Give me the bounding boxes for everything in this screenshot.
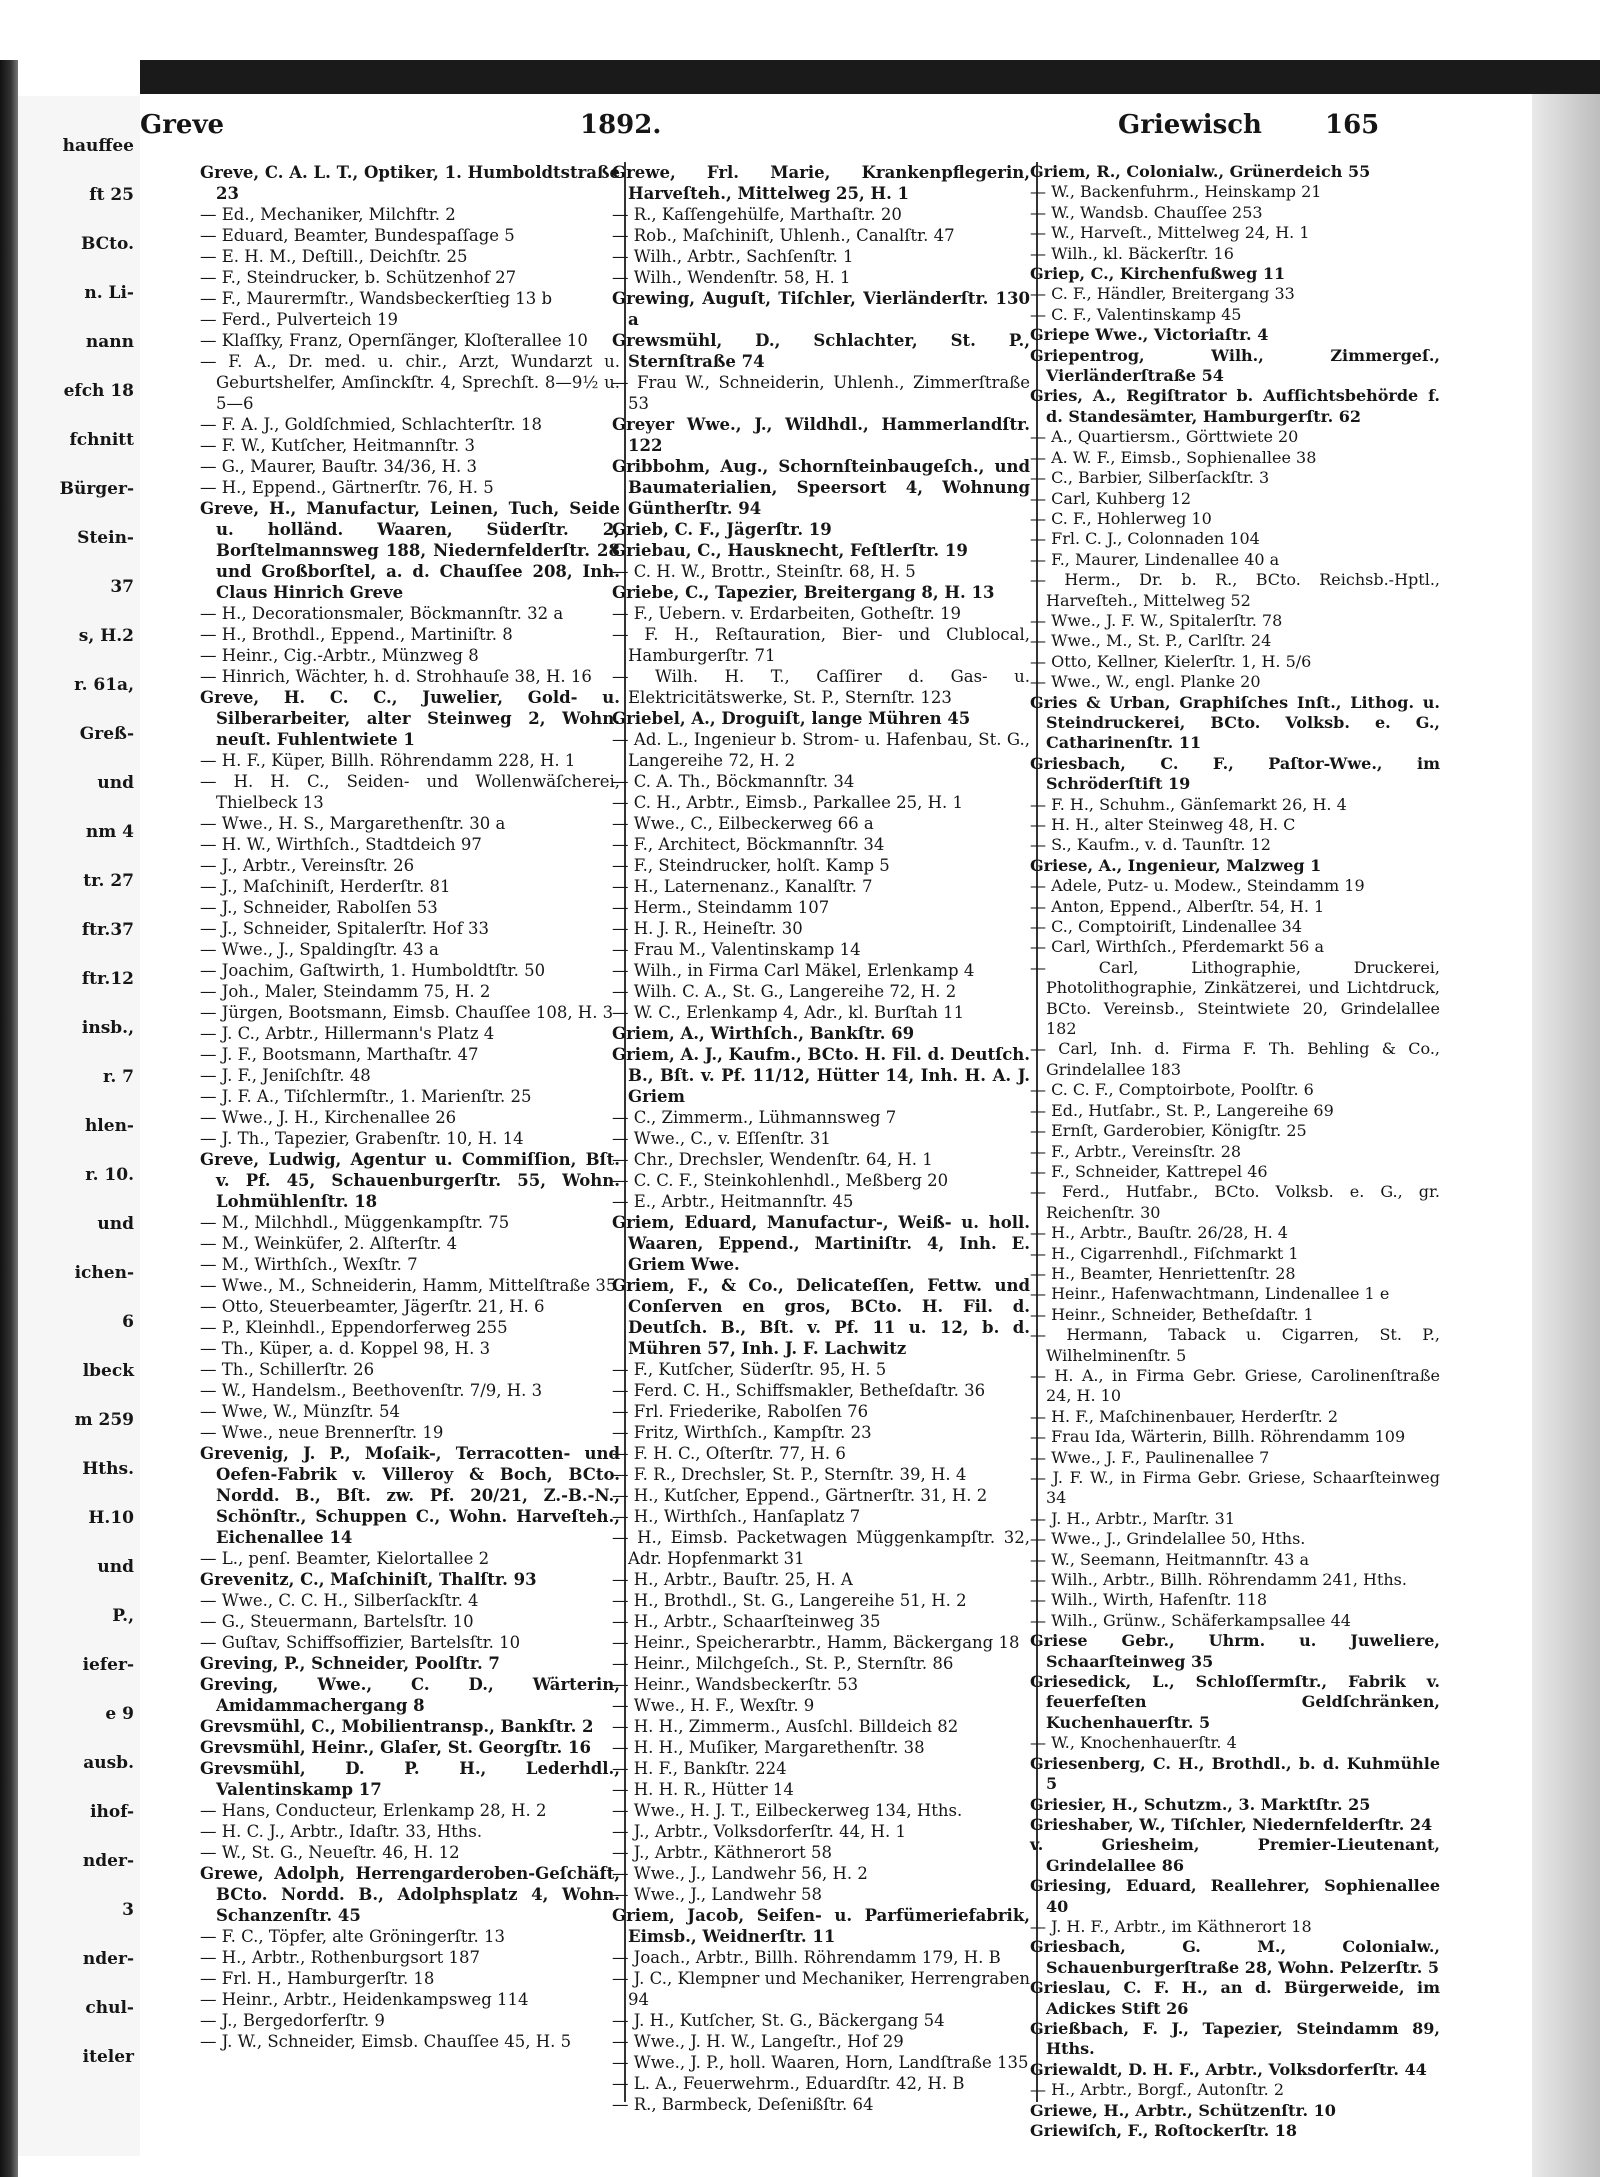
directory-entry: — F., Architect, Böckmannſtr. 34 bbox=[612, 835, 885, 854]
directory-entry: Griem, Eduard, Manufactur-, Weiß- u. holl. Waaren, Eppend., Martiniſtr. 4, Inh. E. Griem Wwe. bbox=[612, 1213, 1030, 1274]
directory-entry: — Heinr., Arbtr., Heidenkampsweg 114 bbox=[200, 1990, 529, 2009]
directory-entry: Greve, C. A. L. T., Optiker, 1. Humboldtstraße 23 bbox=[200, 163, 620, 203]
directory-entry: Grevenig, J. P., Moſaik-, Terracotten- und Oefen-Fabrik v. Villeroy & Boch, BCto. Nordd. B., Bſt. zw. Pf. 20/21, Z.-B.-N., Schönſtr., Schuppen C., Wohn. Harveſteh., Eichenallee 14 bbox=[200, 1444, 620, 1547]
directory-entry: — M., Wirthſch., Wexſtr. 7 bbox=[200, 1255, 418, 1274]
directory-entry: — F., Kutſcher, Süderſtr. 95, H. 5 bbox=[612, 1360, 887, 1379]
directory-entry: — H., Arbtr., Bauſtr. 25, H. A bbox=[612, 1570, 853, 1589]
directory-entry: — J. C., Arbtr., Hillermann's Platz 4 bbox=[200, 1024, 495, 1043]
directory-entry: — H., Wirthſch., Hanſaplatz 7 bbox=[612, 1507, 861, 1526]
directory-entry: Griepe Wwe., Victoriaſtr. 4 bbox=[1030, 325, 1269, 345]
fragment-text: iefer- bbox=[82, 1655, 134, 1675]
directory-entry: Greving, P., Schneider, Poolſtr. 7 bbox=[200, 1654, 500, 1673]
directory-entry: Grevsmühl, Heinr., Glaſer, St. Georgſtr. 16 bbox=[200, 1738, 591, 1757]
directory-entry: — H., Eimsb. Packetwagen Müggenkampſtr. 32, Adr. Hopfenmarkt 31 bbox=[612, 1528, 1030, 1568]
fragment-text: Stein- bbox=[77, 528, 134, 548]
page-header bbox=[80, 110, 1380, 150]
directory-entry: — Ferd., Pulverteich 19 bbox=[200, 310, 398, 329]
fragment-text: insb., bbox=[81, 1018, 134, 1038]
fragment-text: m 259 bbox=[74, 1410, 134, 1430]
directory-entry: — Joach., Arbtr., Billh. Röhrendamm 179, H. B bbox=[612, 1948, 1001, 1967]
fragment-text: 3 bbox=[122, 1900, 134, 1920]
directory-entry: — Herm., Steindamm 107 bbox=[612, 898, 830, 917]
directory-entry: — Wilh., Wirth, Hafenſtr. 118 bbox=[1030, 1590, 1268, 1610]
directory-entry: — Th., Küper, a. d. Koppel 98, H. 3 bbox=[200, 1339, 491, 1358]
directory-entry: — H. A., in Firma Gebr. Griese, Carolinenſtraße 24, H. 10 bbox=[1030, 1365, 1440, 1406]
fragment-text: ftr.12 bbox=[81, 969, 134, 989]
directory-entry: — F. H., Schuhm., Gänſemarkt 26, H. 4 bbox=[1030, 794, 1347, 814]
directory-entry: — C. C. F., Steinkohlenhdl., Meßberg 20 bbox=[612, 1171, 949, 1190]
directory-entry: Grewsmühl, D., Schlachter, St. P., Sternſtraße 74 bbox=[612, 331, 1030, 371]
directory-entry: Griebau, C., Hausknecht, Feſtlerſtr. 19 bbox=[612, 541, 968, 560]
directory-entry: — Klaſſky, Franz, Opernſänger, Kloſterallee 10 bbox=[200, 331, 588, 350]
directory-entry: — Wwe., C. C. H., Silberſackſtr. 4 bbox=[200, 1591, 479, 1610]
directory-entry: — W., Wandsb. Chauſſee 253 bbox=[1030, 202, 1263, 222]
fragment-text: efch 18 bbox=[63, 381, 134, 401]
directory-entry: — Adele, Putz- u. Modew., Steindamm 19 bbox=[1030, 876, 1365, 896]
directory-entry: Griesedick, L., Schloſſermſtr., Fabrik v. feuerfeſten Geldſchränken, Kuchenhauerſtr. 5 bbox=[1030, 1672, 1440, 1732]
directory-entry: — Frau Ida, Wärterin, Billh. Röhrendamm 109 bbox=[1030, 1427, 1406, 1447]
directory-entry: — C., Zimmerm., Lühmannsweg 7 bbox=[612, 1108, 897, 1127]
directory-entry: — Wwe., J. P., holl. Waaren, Horn, Landſtraße 135 bbox=[612, 2053, 1029, 2072]
directory-entry: — C., Comptoiriſt, Lindenallee 34 bbox=[1030, 917, 1302, 937]
directory-entry: — H., Eppend., Gärtnerſtr. 76, H. 5 bbox=[200, 478, 494, 497]
directory-entry: — H., Arbtr., Bauſtr. 26/28, H. 4 bbox=[1030, 1223, 1288, 1243]
directory-entry: — F. W., Kutſcher, Heitmannſtr. 3 bbox=[200, 436, 476, 455]
directory-entry: — H. J. R., Heineſtr. 30 bbox=[612, 919, 803, 938]
header-left-word: Greve bbox=[140, 110, 225, 140]
directory-entry: — J. Th., Tapezier, Grabenſtr. 10, H. 14 bbox=[200, 1129, 524, 1148]
directory-entry: — Frl. H., Hamburgerſtr. 18 bbox=[200, 1969, 435, 1988]
directory-entry: Griesier, H., Schutzm., 3. Marktſtr. 25 bbox=[1030, 1794, 1371, 1814]
directory-entry: Greving, Wwe., C. D., Wärterin, Amidammachergang 8 bbox=[200, 1675, 620, 1715]
directory-entry: — C. F., Valentinskamp 45 bbox=[1030, 304, 1242, 324]
directory-entry: — Ferd. C. H., Schiffsmakler, Betheſdaſtr. 36 bbox=[612, 1381, 986, 1400]
fragment-text: nm 4 bbox=[85, 822, 134, 842]
directory-entry: — J. C., Klempner und Mechaniker, Herrengraben 94 bbox=[612, 1969, 1030, 2009]
fragment-text: chul- bbox=[85, 1998, 134, 2018]
directory-entry: — F., Maurermſtr., Wandsbeckerſtieg 13 b bbox=[200, 289, 553, 308]
fragment-text: hauffee bbox=[62, 136, 134, 156]
directory-entry: — Hans, Conducteur, Erlenkamp 28, H. 2 bbox=[200, 1801, 547, 1820]
directory-entry: Griese Gebr., Uhrm. u. Juweliere, Schaarſteinweg 35 bbox=[1030, 1631, 1440, 1671]
directory-entry: — Wilh., Arbtr., Billh. Röhrendamm 241, Hths. bbox=[1030, 1570, 1407, 1590]
fragment-text: nann bbox=[85, 332, 134, 352]
directory-entry: Grewing, Auguſt, Tiſchler, Vierländerſtr. 130 a bbox=[612, 289, 1030, 329]
fragment-text: n. Li- bbox=[84, 283, 134, 303]
directory-entry: — Wwe., J., Landwehr 58 bbox=[612, 1885, 823, 1904]
directory-entry: — A., Quartiersm., Görttwiete 20 bbox=[1030, 427, 1299, 447]
directory-entry: — W., Harveſt., Mittelweg 24, H. 1 bbox=[1030, 223, 1310, 243]
directory-entry: — Guſtav, Schiffsoffizier, Bartelsſtr. 10 bbox=[200, 1633, 521, 1652]
directory-entry: — Wwe., J., Spaldingſtr. 43 a bbox=[200, 940, 439, 959]
directory-entry: — Carl, Wirthſch., Pferdemarkt 56 a bbox=[1030, 937, 1324, 957]
directory-entry: — M., Weinküfer, 2. Alſterſtr. 4 bbox=[200, 1234, 458, 1253]
directory-entry: — R., Barmbeck, Deſenißſtr. 64 bbox=[612, 2095, 874, 2114]
fragment-text: 37 bbox=[110, 577, 134, 597]
fragment-text: und bbox=[97, 773, 134, 793]
directory-entry: — J. H. F., Arbtr., im Käthnerort 18 bbox=[1030, 1916, 1312, 1936]
directory-entry: — J., Arbtr., Volksdorferſtr. 44, H. 1 bbox=[612, 1822, 907, 1841]
facing-page-fragment bbox=[18, 96, 142, 2156]
directory-entry: — Wwe., H. S., Margarethenſtr. 30 a bbox=[200, 814, 506, 833]
directory-entry: — C., Barbier, Silberſackſtr. 3 bbox=[1030, 468, 1270, 488]
directory-entry: — Wilh. H. T., Caſſirer d. Gas- u. Elektricitätswerke, St. P., Sternſtr. 123 bbox=[612, 667, 1030, 707]
directory-entry: — J. F., Jeniſchſtr. 48 bbox=[200, 1066, 371, 1085]
directory-entry: — C. F., Händler, Breitergang 33 bbox=[1030, 284, 1295, 304]
directory-entry: — Wilh., kl. Bäckerſtr. 16 bbox=[1030, 243, 1234, 263]
directory-entry: — H. H., Muſiker, Margarethenſtr. 38 bbox=[612, 1738, 925, 1757]
directory-entry: — F., Steindrucker, b. Schützenhof 27 bbox=[200, 268, 517, 287]
fragment-text: 6 bbox=[122, 1312, 134, 1332]
directory-entry: — H. H., alter Steinweg 48, H. C bbox=[1030, 815, 1296, 834]
scan-top-border bbox=[140, 60, 1600, 94]
directory-entry: — F. H., Reſtauration, Bier- und Clublocal, Hamburgerſtr. 71 bbox=[612, 625, 1030, 665]
directory-entry: — A. W. F., Eimsb., Sophienallee 38 bbox=[1030, 447, 1317, 467]
directory-entry: — Ed., Mechaniker, Milchftr. 2 bbox=[200, 205, 456, 224]
directory-entry: — Frau M., Valentinskamp 14 bbox=[612, 940, 861, 959]
directory-entry: — Frl. Friederike, Rabolſen 76 bbox=[612, 1402, 869, 1421]
directory-entry: Griep, C., Kirchenfußweg 11 bbox=[1030, 264, 1286, 284]
directory-entry: — W., Handelsm., Beethovenſtr. 7/9, H. 3 bbox=[200, 1381, 543, 1400]
directory-entry: Grewe, Frl. Marie, Krankenpflegerin, Harveſteh., Mittelweg 25, H. 1 bbox=[612, 163, 1030, 203]
directory-entry: — Heinr., Wandsbeckerſtr. 53 bbox=[612, 1675, 859, 1694]
page-number: 165 bbox=[1325, 110, 1380, 140]
directory-entry: Griewaldt, D. H. F., Arbtr., Volksdorferſtr. 44 bbox=[1030, 2059, 1427, 2079]
fragment-text: P., bbox=[112, 1606, 134, 1626]
fragment-text: hlen- bbox=[84, 1116, 134, 1136]
directory-entry: Griem, A., Wirthſch., Bankſtr. 69 bbox=[612, 1024, 915, 1043]
directory-entry: Griese, A., Ingenieur, Malzweg 1 bbox=[1030, 855, 1322, 875]
directory-entry: Gries & Urban, Graphiſches Inſt., Lithog. u. Steindruckerei, BCto. Volksb. e. G., Catharinenſtr. 11 bbox=[1030, 692, 1440, 753]
directory-entry: — H., Laternenanz., Kanalſtr. 7 bbox=[612, 877, 873, 896]
directory-entry: Grevsmühl, D. P. H., Lederhdl., Valentinskamp 17 bbox=[200, 1759, 620, 1799]
directory-entry: — H., Arbtr., Schaarſteinweg 35 bbox=[612, 1612, 881, 1631]
fragment-text: nder- bbox=[82, 1851, 134, 1871]
directory-entry: — Th., Schillerſtr. 26 bbox=[200, 1360, 375, 1379]
directory-entry: Greve, H., Manufactur, Leinen, Tuch, Seide u. holländ. Waaren, Süderſtr. 2, Borſtelmannsweg 188, Niedernfelderſtr. 28 und Großborſtel, a. d. Chauſſee 208, Inh. Claus Hinrich Greve bbox=[200, 499, 620, 602]
directory-entry: Griem, Jacob, Seifen- u. Parfümeriefabrik, Eimsb., Weidnerſtr. 11 bbox=[612, 1906, 1030, 1946]
directory-entry: — J. F. A., Tiſchlermſtr., 1. Marienſtr. 25 bbox=[200, 1087, 532, 1106]
directory-entry: — Joh., Maler, Steindamm 75, H. 2 bbox=[200, 982, 491, 1001]
fragment-text: H.10 bbox=[88, 1508, 134, 1528]
directory-entry: — H., Kutſcher, Eppend., Gärtnerſtr. 31, H. 2 bbox=[612, 1486, 988, 1505]
directory-entry: — F. A., Dr. med. u. chir., Arzt, Wundarzt u. Geburtshelfer, Amſinckſtr. 4, Sprechſt. 8—9½ u. 5—6 bbox=[200, 352, 620, 413]
fragment-text: s, H.2 bbox=[78, 626, 134, 646]
directory-entry: — H. F., Maſchinenbauer, Herderſtr. 2 bbox=[1030, 1406, 1339, 1426]
directory-entry: Griem, R., Colonialw., Grünerdeich 55 bbox=[1030, 162, 1371, 181]
directory-entry: Griebe, C., Tapezier, Breitergang 8, H. 13 bbox=[612, 583, 995, 602]
directory-entry: — F., Steindrucker, holſt. Kamp 5 bbox=[612, 856, 890, 875]
directory-entry: — Ad. L., Ingenieur b. Strom- u. Hafenbau, St. G., Langereihe 72, H. 2 bbox=[612, 730, 1030, 770]
directory-entry: — H. H., Zimmerm., Ausſchl. Billdeich 82 bbox=[612, 1717, 959, 1736]
directory-entry: — F. C., Töpfer, alte Gröningerſtr. 13 bbox=[200, 1927, 505, 1946]
fragment-text: und bbox=[97, 1557, 134, 1577]
directory-entry: — C. C. F., Comptoirbote, Poolſtr. 6 bbox=[1030, 1080, 1314, 1100]
directory-entry: — Heinr., Cig.-Arbtr., Münzweg 8 bbox=[200, 646, 479, 665]
directory-entry: — Fritz, Wirthſch., Kampſtr. 23 bbox=[612, 1423, 872, 1442]
directory-entry: — Wwe., H. F., Wexſtr. 9 bbox=[612, 1696, 815, 1715]
directory-entry: — Joachim, Gaſtwirth, 1. Humboldtſtr. 50 bbox=[200, 961, 546, 980]
directory-entry: Griesenberg, C. H., Brothdl., b. d. Kuhmühle 5 bbox=[1030, 1753, 1440, 1794]
directory-entry: — J., Schneider, Rabolſen 53 bbox=[200, 898, 438, 917]
directory-entry: — S., Kaufm., v. d. Taunſtr. 12 bbox=[1030, 835, 1271, 855]
directory-entry: — Wilh., Wendenſtr. 58, H. 1 bbox=[612, 268, 851, 287]
directory-entry: — Hinrich, Wächter, h. d. Strohhauſe 38, H. 16 bbox=[200, 667, 592, 686]
directory-entry: Grevenitz, C., Maſchiniſt, Thalſtr. 93 bbox=[200, 1570, 537, 1589]
directory-entry: — R., Kaſſengehülfe, Marthaſtr. 20 bbox=[612, 205, 902, 224]
directory-entry: — F. R., Drechsler, St. P., Sternſtr. 39, H. 4 bbox=[612, 1465, 967, 1484]
directory-entry: — F., Arbtr., Vereinsſtr. 28 bbox=[1030, 1141, 1242, 1161]
fragment-text: Greß- bbox=[79, 724, 134, 744]
directory-entry: — Rob., Maſchiniſt, Uhlenh., Canalſtr. 47 bbox=[612, 226, 955, 245]
directory-entry: — H. C. J., Arbtr., Idaſtr. 33, Hths. bbox=[200, 1822, 483, 1841]
directory-entry: — Ed., Hutſabr., St. P., Langereihe 69 bbox=[1030, 1100, 1334, 1120]
directory-entry: — E. H. M., Deſtill., Deichſtr. 25 bbox=[200, 247, 468, 266]
directory-entry: Griebel, A., Droguiſt, lange Mühren 45 bbox=[612, 709, 971, 728]
directory-entry: — H. H. R., Hütter 14 bbox=[612, 1780, 794, 1799]
directory-entry: Greve, H. C. C., Juwelier, Gold- u. Silberarbeiter, alter Steinweg 2, Wohn. neuſt. Fuhlentwiete 1 bbox=[200, 688, 620, 749]
directory-entry: — Carl, Lithographie, Druckerei, Photolithographie, Zinkätzerei, und Lichtdruck, BCto. Vereinsb., Steintwiete 20, Grindelallee 182 bbox=[1030, 957, 1440, 1039]
directory-entry: — Heinr., Milchgeſch., St. P., Sternſtr. 86 bbox=[612, 1654, 954, 1673]
directory-entry: — Wwe., J., Landwehr 56, H. 2 bbox=[612, 1864, 868, 1883]
directory-entry: — H., Arbtr., Rothenburgsort 187 bbox=[200, 1948, 480, 1967]
directory-entry: — Wwe., C., Eilbeckerweg 66 a bbox=[612, 814, 874, 833]
directory-entry: — Wwe., J. F., Paulinenallee 7 bbox=[1030, 1447, 1270, 1467]
directory-entry: — Anton, Eppend., Alberſtr. 54, H. 1 bbox=[1030, 896, 1325, 916]
directory-entry: — Heinr., Hafenwachtmann, Lindenallee 1 e bbox=[1030, 1284, 1390, 1304]
directory-entry: Greyer Wwe., J., Wildhdl., Hammerlandſtr. 122 bbox=[612, 415, 1030, 455]
fragment-text: ihof- bbox=[90, 1802, 134, 1822]
directory-entry: — Wwe., J. H., Kirchenallee 26 bbox=[200, 1108, 457, 1127]
directory-column-2 bbox=[612, 162, 1030, 2142]
directory-entry: — Wwe, W., Münzſtr. 54 bbox=[200, 1402, 401, 1421]
directory-entry: — Wwe., C., v. Eſſenſtr. 31 bbox=[612, 1129, 831, 1148]
directory-entry: — Herm., Dr. b. R., BCto. Reichsb.-Hptl., Harveſteh., Mittelweg 52 bbox=[1030, 570, 1440, 610]
directory-entry: Griepentrog, Wilh., Zimmergeſ., Vierländerſtraße 54 bbox=[1030, 345, 1440, 386]
directory-entry: — Wwe., J. H. W., Langeſtr., Hof 29 bbox=[612, 2032, 904, 2051]
directory-entry: — J., Maſchiniſt, Herderſtr. 81 bbox=[200, 877, 451, 896]
directory-entry: Griesing, Eduard, Reallehrer, Sophienallee 40 bbox=[1030, 1876, 1440, 1916]
directory-entry: Grieb, C. F., Jägerſtr. 19 bbox=[612, 520, 832, 539]
directory-entry: — Wilh. C. A., St. G., Langereihe 72, H. 2 bbox=[612, 982, 957, 1001]
header-year: 1892. bbox=[580, 110, 662, 140]
directory-entry: — J. H., Arbtr., Marſtr. 31 bbox=[1030, 1508, 1236, 1528]
directory-entry: — H., Arbtr., Borgf., Autonſtr. 2 bbox=[1030, 2080, 1285, 2100]
directory-entry: — W., St. G., Neueſtr. 46, H. 12 bbox=[200, 1843, 460, 1862]
fragment-text: ichen- bbox=[74, 1263, 134, 1283]
fragment-text: r. 61a, bbox=[74, 675, 134, 695]
directory-entry: — Carl, Inh. d. Firma F. Th. Behling & Co., Grindelallee 183 bbox=[1030, 1039, 1440, 1079]
directory-entry: — M., Milchhdl., Müggenkampſtr. 75 bbox=[200, 1213, 510, 1232]
fragment-text: BCto. bbox=[80, 234, 134, 254]
directory-entry: Griewe, H., Arbtr., Schützenſtr. 10 bbox=[1030, 2100, 1336, 2120]
directory-entry: — Wwe., M., St. P., Carlſtr. 24 bbox=[1030, 631, 1272, 651]
header-right-word: Griewisch bbox=[1118, 110, 1262, 140]
directory-entry: Griem, A. J., Kaufm., BCto. H. Fil. d. Deutſch. B., Bſt. v. Pf. 11/12, Hütter 14, Inh. H. A. J. Griem bbox=[612, 1045, 1030, 1106]
directory-entry: — W., Backenfuhrm., Heinskamp 21 bbox=[1030, 182, 1322, 202]
directory-entry: Grieshaber, W., Tiſchler, Niedernfelderſtr. 24 bbox=[1030, 1814, 1433, 1834]
directory-entry: — C. H., Arbtr., Eimsb., Parkallee 25, H. 1 bbox=[612, 793, 964, 812]
directory-entry: — H., Cigarrenhdl., Fiſchmarkt 1 bbox=[1030, 1243, 1299, 1263]
directory-column-3 bbox=[1030, 162, 1440, 2142]
directory-entry: — Wwe., J. F. W., Spitalerſtr. 78 bbox=[1030, 610, 1283, 630]
directory-entry: — H., Decorationsmaler, Böckmannſtr. 32 a bbox=[200, 604, 564, 623]
directory-entry: — F., Maurer, Lindenallee 40 a bbox=[1030, 549, 1280, 569]
directory-column-1 bbox=[200, 162, 620, 2142]
directory-entry: Gribbohm, Aug., Schornſteinbaugeſch., und Baumaterialien, Speersort 4, Wohnung Güntherſtr. 94 bbox=[612, 457, 1030, 518]
directory-entry: — G., Steuermann, Bartelsſtr. 10 bbox=[200, 1612, 474, 1631]
directory-entry: — Wilh., Arbtr., Sachſenſtr. 1 bbox=[612, 247, 854, 266]
directory-entry: — H. F., Küper, Billh. Röhrendamm 228, H. 1 bbox=[200, 751, 576, 770]
fragment-text: e 9 bbox=[105, 1704, 134, 1724]
directory-entry: — W., Knochenhauerſtr. 4 bbox=[1030, 1733, 1237, 1753]
directory-entry: — Ernſt, Garderobier, Königſtr. 25 bbox=[1030, 1121, 1307, 1141]
directory-entry: — J., Bergedorferſtr. 9 bbox=[200, 2011, 385, 2030]
fragment-text: iteler bbox=[82, 2047, 134, 2067]
directory-entry: — C. H. W., Brottr., Steinſtr. 68, H. 5 bbox=[612, 562, 916, 581]
directory-entry: — H., Brothdl., Eppend., Martiniſtr. 8 bbox=[200, 625, 513, 644]
directory-entry: — Chr., Drechsler, Wendenſtr. 64, H. 1 bbox=[612, 1150, 933, 1169]
fragment-text: nder- bbox=[82, 1949, 134, 1969]
directory-entry: — Wilh., Grünw., Schäferkampsallee 44 bbox=[1030, 1610, 1351, 1630]
fragment-text: r. 10. bbox=[85, 1165, 134, 1185]
directory-entry: v. Griesheim, Premier-Lieutenant, Grindelallee 86 bbox=[1030, 1835, 1440, 1875]
directory-entry: — J., Arbtr., Vereinsſtr. 26 bbox=[200, 856, 415, 875]
directory-entry: Grevsmühl, C., Mobilientransp., Bankſtr. 2 bbox=[200, 1717, 594, 1736]
directory-entry: Grieslau, C. F. H., an d. Bürgerweide, im Adickes Stift 26 bbox=[1030, 1978, 1440, 2018]
directory-entry: — F., Schneider, Kattrepel 46 bbox=[1030, 1161, 1268, 1181]
directory-entry: — Frl. C. J., Colonnaden 104 bbox=[1030, 529, 1260, 549]
fragment-text: Bürger- bbox=[59, 479, 134, 499]
book-binding-shadow bbox=[0, 60, 18, 2177]
directory-entry: — J. F. W., in Firma Gebr. Griese, Schaarſteinweg 34 bbox=[1030, 1468, 1440, 1508]
directory-entry: — G., Maurer, Bauſtr. 34/36, H. 3 bbox=[200, 457, 477, 476]
directory-entry: — H. H. C., Seiden- und Wollenwäſcherei, Thielbeck 13 bbox=[200, 772, 620, 812]
directory-entry: — J. W., Schneider, Eimsb. Chauſſee 45, H. 5 bbox=[200, 2032, 572, 2051]
directory-entry: — Wwe., H. J. T., Eilbeckerweg 134, Hths. bbox=[612, 1801, 963, 1820]
directory-entry: — Wwe., W., engl. Planke 20 bbox=[1030, 672, 1261, 692]
directory-entry: — Jürgen, Bootsmann, Eimsb. Chauſſee 108, H. 3 bbox=[200, 1003, 614, 1022]
directory-entry: — Wilh., in Firma Carl Mäkel, Erlenkamp 4 bbox=[612, 961, 975, 980]
directory-entry: — Otto, Steuerbeamter, Jägerſtr. 21, H. 6 bbox=[200, 1297, 545, 1316]
directory-entry: — Heinr., Schneider, Betheſdaſtr. 1 bbox=[1030, 1304, 1314, 1324]
fragment-text: r. 7 bbox=[102, 1067, 134, 1087]
directory-entry: — L. A., Feuerwehrm., Eduardſtr. 42, H. B bbox=[612, 2074, 965, 2093]
directory-entry: — L., penſ. Beamter, Kielortallee 2 bbox=[200, 1549, 490, 1568]
directory-entry: — Eduard, Beamter, Bundespaſſage 5 bbox=[200, 226, 515, 245]
fragment-text: und bbox=[97, 1214, 134, 1234]
directory-entry: — Wwe., M., Schneiderin, Hamm, Mittelſtraße 35 bbox=[200, 1276, 617, 1295]
fragment-text: tr. 27 bbox=[83, 871, 134, 891]
fragment-text: ausb. bbox=[83, 1753, 134, 1773]
directory-entry: — Carl, Kuhberg 12 bbox=[1030, 488, 1192, 508]
directory-entry: — Wwe., neue Brennerſtr. 19 bbox=[200, 1423, 444, 1442]
directory-entry: — H. W., Wirthſch., Stadtdeich 97 bbox=[200, 835, 482, 854]
directory-entry: — Otto, Kellner, Kielerſtr. 1, H. 5/6 bbox=[1030, 651, 1312, 671]
directory-entry: — Frau W., Schneiderin, Uhlenh., Zimmerſtraße 53 bbox=[612, 373, 1030, 413]
directory-entry: — E., Arbtr., Heitmannſtr. 45 bbox=[612, 1192, 854, 1211]
directory-entry: — W. C., Erlenkamp 4, Adr., kl. Burſtah 11 bbox=[612, 1003, 965, 1022]
fragment-text: fchnitt bbox=[69, 430, 134, 450]
page-edge-shadow bbox=[1532, 94, 1600, 2177]
directory-entry: Grewe, Adolph, Herrengarderoben-Geſchäft, BCto. Nordd. B., Adolphsplatz 4, Wohn. Schanzenſtr. 45 bbox=[200, 1864, 620, 1925]
fragment-text: Hths. bbox=[82, 1459, 134, 1479]
directory-entry: Gries, A., Regiſtrator b. Aufſichtsbehörde f. d. Standesämter, Hamburgerſtr. 62 bbox=[1030, 386, 1440, 426]
directory-entry: — J., Schneider, Spitalerſtr. Hof 33 bbox=[200, 919, 490, 938]
fragment-text: ftr.37 bbox=[81, 920, 134, 940]
directory-entry: — H. F., Bankſtr. 224 bbox=[612, 1759, 787, 1778]
directory-entry: — F. A. J., Goldſchmied, Schlachterſtr. 18 bbox=[200, 415, 542, 434]
directory-entry: Griesbach, C. F., Paſtor-Wwe., im Schröderſtift 19 bbox=[1030, 753, 1440, 794]
directory-entry: — Wwe., J., Grindelallee 50, Hths. bbox=[1030, 1529, 1306, 1549]
directory-entry: — F. H. C., Oſterſtr. 77, H. 6 bbox=[612, 1444, 846, 1463]
directory-entry: Griewiſch, F., Roſtockerſtr. 18 bbox=[1030, 2121, 1298, 2140]
directory-entry: — F., Uebern. v. Erdarbeiten, Gotheſtr. 19 bbox=[612, 604, 961, 623]
directory-entry: — Ferd., Hutfabr., BCto. Volksb. e. G., gr. Reichenſtr. 30 bbox=[1030, 1182, 1440, 1222]
directory-entry: — Heinr., Speicherarbtr., Hamm, Bäckergang 18 bbox=[612, 1633, 1020, 1652]
directory-entry: — Hermann, Taback u. Cigarren, St. P., Wilhelminenſtr. 5 bbox=[1030, 1325, 1440, 1365]
fragment-text: ft 25 bbox=[89, 185, 134, 205]
directory-entry: — H., Brothdl., St. G., Langereihe 51, H. 2 bbox=[612, 1591, 967, 1610]
directory-entry: — C. F., Hohlerweg 10 bbox=[1030, 508, 1212, 528]
directory-entry: Greve, Ludwig, Agentur u. Commiſſion, Bſt. v. Pf. 45, Schauenburgerſtr. 55, Wohn. Lohmühlenſtr. 18 bbox=[200, 1150, 620, 1211]
directory-entry: Griesbach, G. M., Colonialw., Schauenburgerſtraße 28, Wohn. Pelzerſtr. 5 bbox=[1030, 1937, 1440, 1977]
directory-entry: — H., Beamter, Henriettenſtr. 28 bbox=[1030, 1263, 1296, 1283]
directory-entry: — W., Seemann, Heitmannſtr. 43 a bbox=[1030, 1549, 1310, 1569]
directory-entry: — J. F., Bootsmann, Marthaſtr. 47 bbox=[200, 1045, 479, 1064]
directory-entry: Griem, F., & Co., Delicateſſen, Fettw. und Conſerven en gros, BCto. H. Fil. d. Deutſch. B., Bſt. v. Pf. 11 u. 12, b. d. Mühren 57, Inh. J. F. Lachwitz bbox=[612, 1276, 1030, 1358]
directory-entry: — C. A. Th., Böckmannſtr. 34 bbox=[612, 772, 855, 791]
directory-entry: Grießbach, F. J., Tapezier, Steindamm 89, Hths. bbox=[1030, 2018, 1440, 2059]
directory-entry: — J. H., Kutſcher, St. G., Bäckergang 54 bbox=[612, 2011, 945, 2030]
directory-entry: — P., Kleinhdl., Eppendorferweg 255 bbox=[200, 1318, 508, 1337]
directory-entry: — J., Arbtr., Käthnerort 58 bbox=[612, 1843, 833, 1862]
fragment-text: lbeck bbox=[82, 1361, 134, 1381]
